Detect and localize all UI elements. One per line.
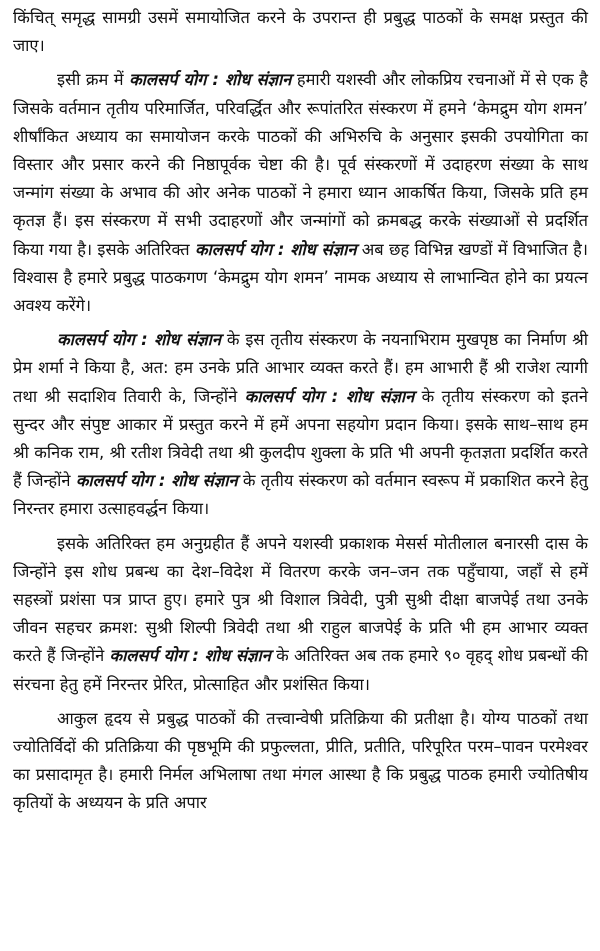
paragraph-text: अब छह विभिन्न खण्डों में विभाजित है। विश्वास है हमारे प्रबुद्ध पाठकगण ‘केमद्रुम योग शमन’ नामक अध्याय से लाभान्वित होने का प्रयत्न अवश्य करेंगे।: [13, 239, 588, 316]
paragraph-3: [13, 326, 588, 523]
paragraph-text: इसके अतिरिक्त हम अनुग्रहीत हैं अपने यशस्वी प्रकाशक मेसर्स मोतीलाल बनारसी दास के जिन्होंने इस शोध प्रबन्ध का देश–विदेश में वितरण करके जन–जन तक पहुँचाया, जहाँ से हमें सहस्त्रों प्रशंसा पत्र प्राप्त हुए। हमारे पुत्र श्री विशाल त्रिवेदी, पुत्री सुश्री दीक्षा बाजपेई तथा उनके जीवन सहचर क्रमश: सुश्री शिल्पी त्रिवेदी तथा श्री राहुल बाजपेई के प्रति भी हम आभार व्यक्त करते हैं जिन्होंने: [13, 533, 588, 666]
book-title-mention: कालसर्प योग : शोध संज्ञान: [109, 646, 271, 666]
paragraph-2: [13, 66, 588, 320]
paragraph-text: हमारी यशस्वी और लोकप्रिय रचनाओं में से एक है जिसके वर्तमान तृतीय परिमार्जित, परिवर्द्धित और रूपांतरित संस्करण में हमने ‘केमद्रुम योग शमन’ शीर्षांकित अध्याय का समायोजन करके पाठकों की अभिरुचि के अनुसार इसकी उपयोगिता का विस्तार और प्रसार करने की निष्ठापूर्वक चेष्टा की है। पूर्व संस्करणों में उदाहरण संख्या के साथ जन्मांग संख्या के अभाव की ओर अनेक पाठकों ने हमारा ध्यान आकर्षित किया, जिसके प्रति हम कृतज्ञ हैं। इस संस्करण में सभी उदाहरणों और जन्मांगों को क्रमबद्ध करके संख्याओं से प्रदर्शित किया गया है। इसके अतिरिक्त: [13, 70, 588, 259]
paragraph-text: के तृतीय संस्करण को इतने सुन्दर और संपुष्ट आकार में प्रस्तुत करने में हमें अपना सहयोग प्रदान किया। इसके साथ–साथ हम श्री कनिक राम, श्री रतीश त्रिवेदी तथा श्री कुलदीप शुक्ला के प्रति भी अपनी कृतज्ञता प्रदर्शित करते हैं जिन्होंने: [13, 386, 588, 491]
book-title-mention: कालसर्प योग : शोध संज्ञान: [57, 330, 221, 350]
paragraph-text: के तृतीय संस्करण को वर्तमान स्वरूप में प्रकाशित करने हेतु निरन्तर हमारा उत्साहवर्द्धन किया।: [13, 471, 588, 519]
paragraph-5: [13, 705, 588, 818]
paragraph-text: के इस तृतीय संस्करण के नयनाभिराम मुखपृष्ठ का निर्माण श्री प्रेम शर्मा ने किया है, अत: हम उनके प्रति आभार व्यक्त करते हैं। हम आभारी हैं श्री राजेश त्यागी तथा श्री सदाशिव तिवारी के, जिन्होंने: [13, 330, 588, 406]
book-title-mention: कालसर्प योग : शोध संज्ञान: [75, 471, 238, 491]
paragraph-text: इसी क्रम में: [57, 70, 130, 90]
paragraph-text: किंचित् समृद्ध सामग्री उसमें समायोजित करने के उपरान्त ही प्रबुद्ध पाठकों के समक्ष प्रस्तुत की जाए।: [13, 8, 588, 56]
paragraph-1: [13, 4, 588, 60]
book-title-mention: कालसर्प योग : शोध संज्ञान: [129, 70, 292, 90]
paragraph-text: आकुल हृदय से प्रबुद्ध पाठकों की तत्त्वान्वेषी प्रतिक्रिया की प्रतीक्षा है। योग्य पाठकों तथा ज्योतिर्विदों की प्रतिक्रिया की पृष्ठभूमि की प्रफुल्लता, प्रीति, प्रतीति, परिपूरित परम–पावन परमेश्वर का प्रसादामृत है। हमारी निर्मल अभिलाषा तथा मंगल आस्था है कि प्रबुद्ध पाठक हमारी ज्योतिषीय कृतियों के अध्ययन के प्रति अपार: [13, 708, 588, 813]
book-title-mention: कालसर्प योग : शोध संज्ञान: [194, 239, 357, 259]
book-title-mention: कालसर्प योग : शोध संज्ञान: [244, 386, 415, 406]
paragraph-4: [13, 530, 588, 699]
paragraph-text: के अतिरिक्त अब तक हमारे ९० वृहद् शोध प्रबन्धों की संरचना हेतु हमें निरन्तर प्रेरित, प्रोत्साहित और प्रशंसित किया।: [13, 646, 588, 694]
